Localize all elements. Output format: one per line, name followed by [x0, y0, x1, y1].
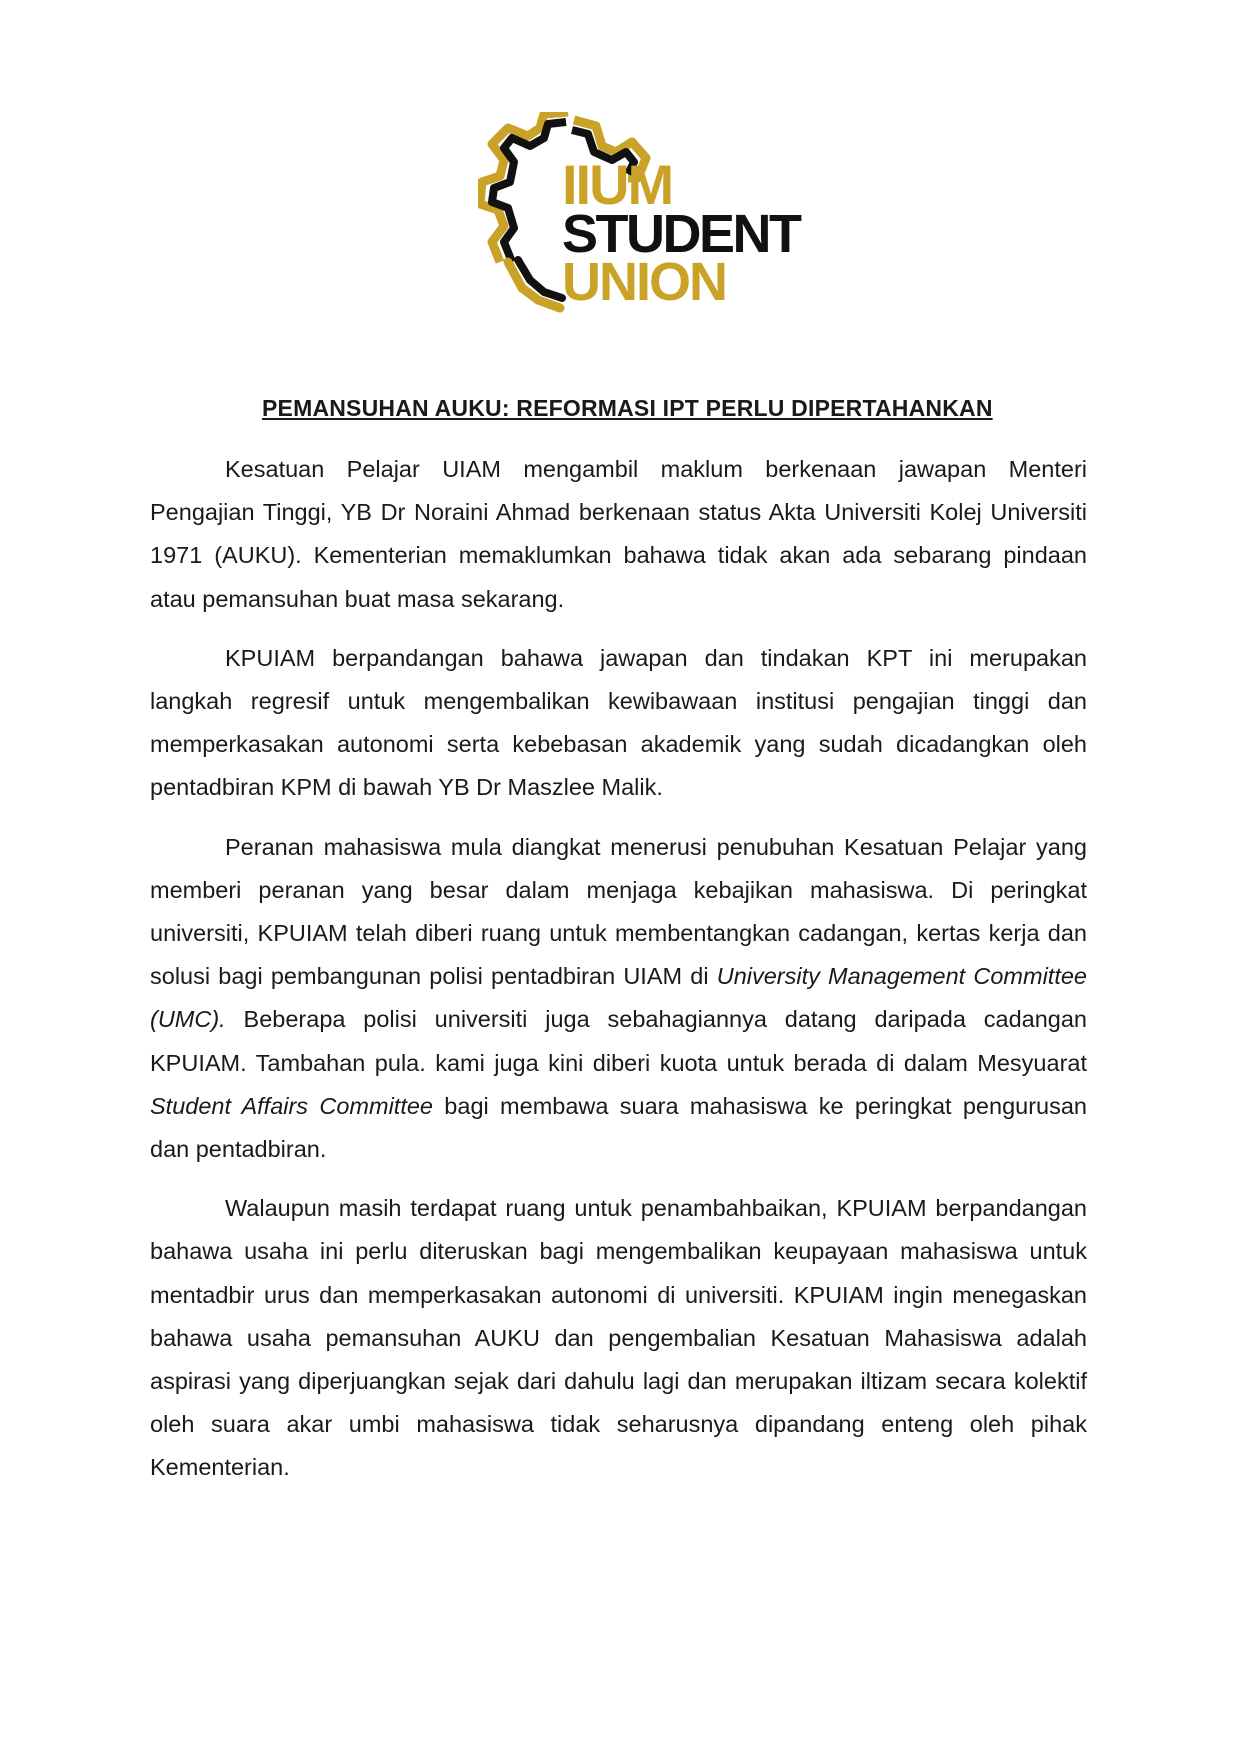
logo-student-text: STUDENT	[562, 204, 800, 264]
sac-italic-term: Student Affairs Committee	[150, 1092, 433, 1119]
paragraph-2: KPUIAM berpandangan bahawa jawapan dan tindakan KPT ini merupakan langkah regresif untuk mengembalikan kewibawaan institusi pengajian tinggi dan memperkasakan autonomi serta kebebasan akademik yang sudah dicadangkan oleh pentadbiran KPM di bawah YB Dr Maszlee Malik.	[150, 644, 1087, 801]
logo-iium-text: IIUM	[562, 153, 673, 216]
paragraph-3-part-e: bagi membawa suara mahasiswa ke peringkat pengurusan dan pentadbiran.	[150, 1092, 1087, 1163]
paragraph-1: Kesatuan Pelajar UIAM mengambil maklum berkenaan jawapan Menteri Pengajian Tinggi, YB Dr Noraini Ahmad berkenaan status Akta Universiti Kolej Universiti 1971 (AUKU). Kementerian memaklumkan bahawa tidak akan ada sebarang pindaan atau pemansuhan buat masa sekarang.	[150, 456, 1087, 612]
paragraph-4: Walaupun masih terdapat ruang untuk penambahbaikan, KPUIAM berpandangan bahawa usaha ini perlu diteruskan bagi mengembalikan keupayaan mahasiswa untuk mentadbir urus dan memperkasakan autonomi di universiti. KPUIAM ingin menegaskan bahawa usaha pemansuhan AUKU dan pengembalian Kesatuan Mahasiswa adalah aspirasi yang diperjuangkan sejak dari dahulu lagi dan merupakan iltizam secara kolektif oleh suara akar umbi mahasiswa tidak seharusnya dipandang enteng oleh pihak Kementerian.	[150, 1195, 1087, 1481]
page-title: PEMANSUHAN AUKU: REFORMASI IPT PERLU DIPERTAHANKAN	[262, 395, 993, 421]
document-body	[150, 448, 1087, 1506]
umc-italic-term: University Management Committee (UMC).	[150, 963, 1087, 1033]
paragraph-3	[150, 826, 1087, 1172]
paragraph-3-part-a: Peranan mahasiswa mula diangkat menerusi penubuhan Kesatuan Pelajar yang memberi peranan yang besar dalam menjaga kebajikan mahasiswa. Di peringkat universiti, KPUIAM telah diberi ruang untuk membentangkan cadangan, kertas kerja dan solusi bagi pembangunan polisi pentadbiran UIAM di	[150, 833, 1087, 990]
logo-union-text: UNION	[562, 252, 726, 312]
paragraph-3-part-c: Beberapa polisi universiti juga sebahagiannya datang daripada cadangan KPUIAM. Tambahan pula. kami juga kini diberi kuota untuk berada di dalam Mesyuarat	[150, 1006, 1087, 1076]
iium-student-union-logo	[478, 112, 818, 318]
